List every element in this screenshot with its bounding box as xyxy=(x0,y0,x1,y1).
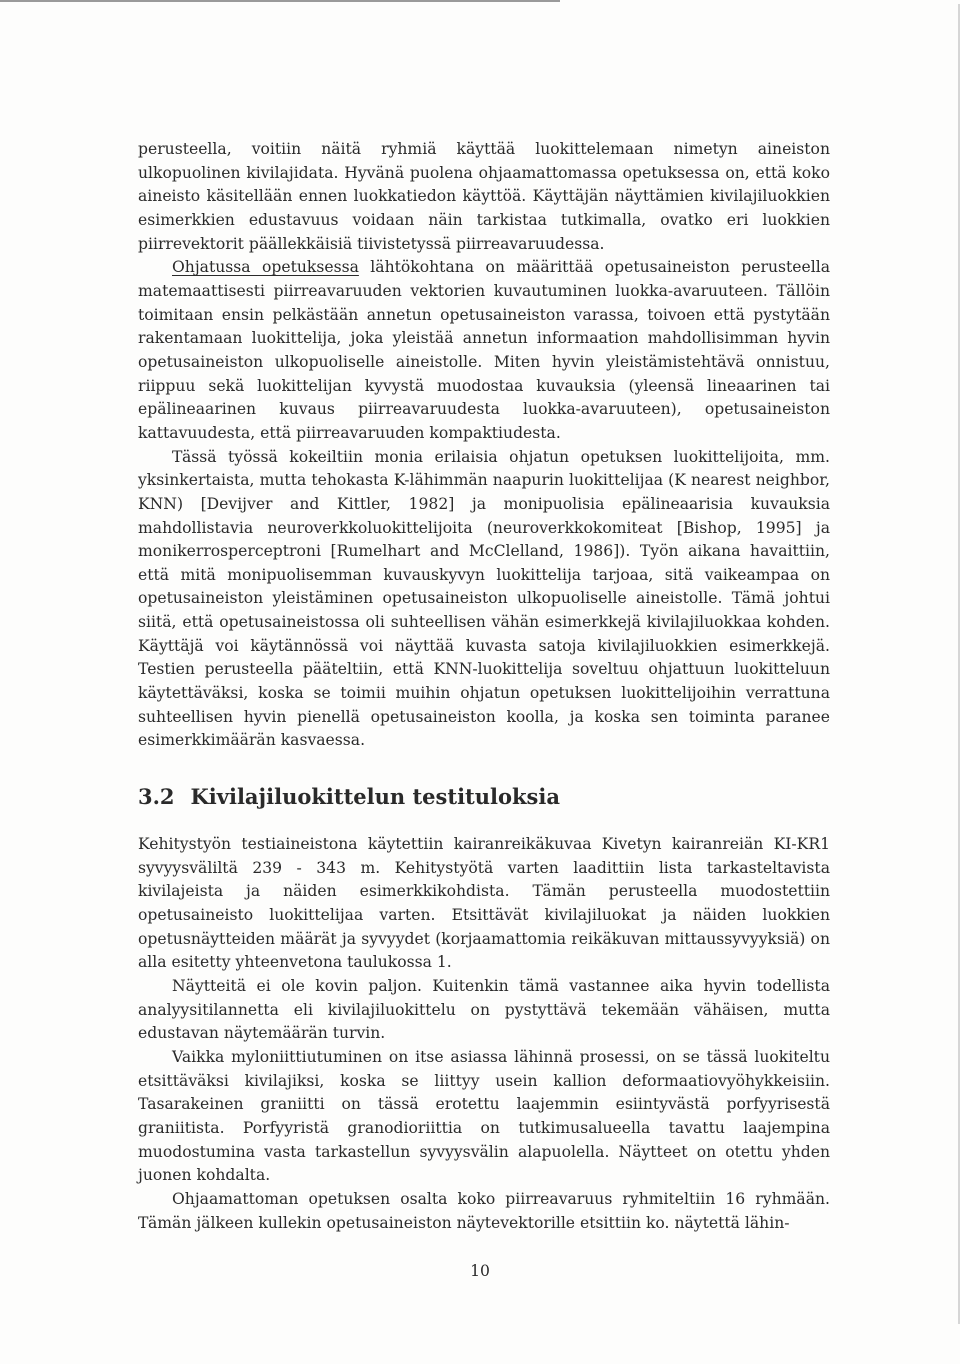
paragraph-samples: Näytteitä ei ole kovin paljon. Kuitenkin tämä vastannee aika hyvin todellista analyysitilannetta eli kivilajiluokittelu on pystyttävä tekemään vähäisen, mutta edustavan näytemäärän turvin. xyxy=(138,977,830,1043)
section-title: Kivilajiluokittelun testituloksia xyxy=(190,784,560,810)
paragraph-text: lähtökohtana on määrittää opetusaineiston perusteella matemaattisesti piirreavaruuden vektorien kuvautuminen luokka-avaruuteen. Tällöin toimitaan ensin pelkästään annetun opetusaineiston varassa, toivoen että pystytään rakentamaan luokittelija, joka yleistää annetun informaation mahdollisimman hyvin opetusaineiston ulkopuoliselle aineistolle. Miten hyvin yleistämistehtävä onnistuu, riippuu sekä luokittelijan kyvystä muodostaa kuvauksia (yleensä lineaarinen tai epälineaarinen kuvaus piirreavaruudesta luokka-avaruuteen), opetusaineiston kattavuudesta, että piirreavaruuden kompaktiudesta. xyxy=(138,258,830,442)
paragraph-supervised-learning xyxy=(138,256,830,445)
scan-edge-top xyxy=(0,0,560,2)
text-column xyxy=(138,138,830,1235)
section-number: 3.2 xyxy=(138,784,175,810)
paragraph-unsupervised: Ohjaamattoman opetuksen osalta koko piirreavaruus ryhmiteltiin 16 ryhmään. Tämän jälkeen kullekin opetusaineiston näytevektorille etsittiin ko. näytettä lähin- xyxy=(138,1189,830,1232)
paragraph-continued: perusteella, voitiin näitä ryhmiä käyttää luokittelemaan nimetyn aineiston ulkopuolinen kivilajidata. Hyvänä puolena ohjaamattomassa opetuksessa on, että koko aineisto käsitellään ennen luokkatiedon käyttöä. Käyttäjän näyttämien kivilajiluokkien esimerkkien edustavuus voidaan näin tarkistaa tutkimalla, ovatko eri luokkien piirrevektorit päällekkäisiä tiivistetyssä piirreavaruudessa. xyxy=(138,140,830,253)
paragraph-mylonite: Vaikka myloniittiutuminen on itse asiassa lähinnä prosessi, on se tässä luokiteltu etsittäväksi kivilajiksi, koska se liittyy usein kallion deformaatiovyöhykkeisiin. Tasarakeinen graniitti on tässä erotettu laajemmin esiintyvästä porfyyrisestä graniitista. Porfyyristä granodioriittia on tutkimusalueella tavattu laajempina muodostumina vasta tarkastellun syvyysvälin alapuolella. Näytteet on otettu yhden juonen kohdalta. xyxy=(138,1047,830,1185)
paragraph-test-data: Kehitystyön testiaineistona käytettiin kairanreikäkuvaa Kivetyn kairanreiän KI-KR1 syvyysväliltä 239 - 343 m. Kehitystyötä varten laadittiin lista tarkasteltavista kivilajeista ja näiden esimerkkikohdista. Tämän perusteella muodostettiin opetusaineisto luokittelijaa varten. Etsittävät kivilajiluokat ja näiden luokkien opetusnäytteiden määrät ja syvyydet (korjaamattomia reikäkuvan mittaussyvyyksiä) on alla esitetty yhteenvetona taulukossa 1. xyxy=(138,835,830,972)
underlined-term: Ohjatussa opetuksessa xyxy=(172,258,359,277)
paragraph-classifiers: Tässä työssä kokeiltiin monia erilaisia ohjatun opetuksen luokittelijoita, mm. yksinkertaista, mutta tehokasta K-lähimmän naapurin luokittelijaa (K nearest neighbor, KNN) [Devijver and Kittler, 1982] ja monipuolisia epälineaarisia kuvauksia mahdollistavia neuroverkkoluokittelijoita (neuroverkkokomiteat [Bishop, 1995] ja monikerrosperceptroni [Rumelhart and McClelland, 1986]). Työn aikana havaittiin, että mitä monipuolisemman kuvauskyvyn luokittelija tarjoaa, sitä vaikeampaa on opetusaineiston yleistäminen opetusaineiston ulkopuoliselle aineistolle. Tämä johtui siitä, että opetusaineistossa oli suhteellisen vähän esimerkkejä kivilajiluokkaa kohden. Käyttäjä voi käytännössä voi näyttää kuvasta satoja kivilajiluokkien esimerkkejä. Testien perusteella pääteltiin, että KNN-luokittelija soveltuu ohjattuun luokitteluun käytettäväksi, koska se toimii muihin ohjatun opetuksen luokittelijoihin verrattuna suhteellisen hyvin pienellä opetusaineiston koolla, ja koska sen toiminta paranee esimerkkimäärän kasvaessa. xyxy=(138,447,830,750)
section-heading xyxy=(138,783,830,811)
page-number: 10 xyxy=(470,1262,490,1280)
